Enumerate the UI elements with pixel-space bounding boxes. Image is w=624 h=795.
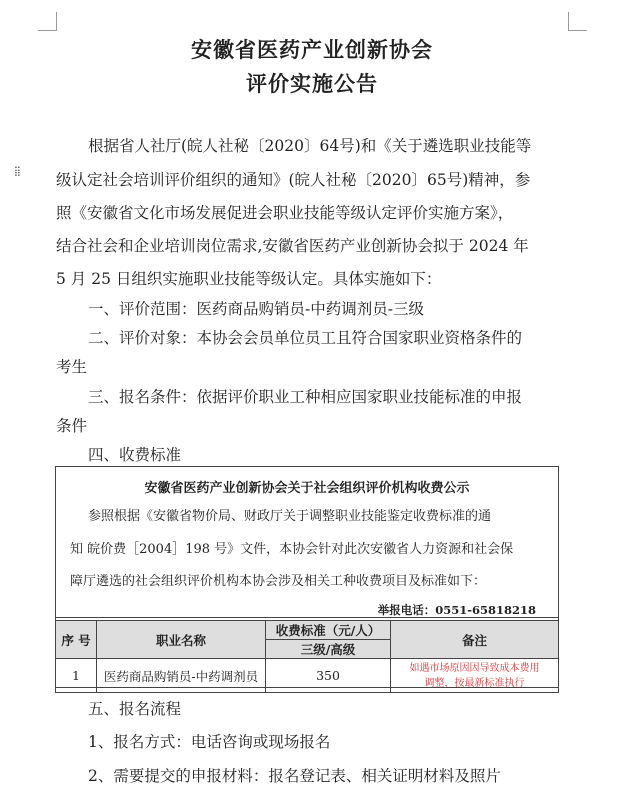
intro-line: 级认定社会培训评价组织的通知》(皖人社秘〔2020〕65号)精神，参 [56,171,531,189]
header-fee: 收费标准（元/人） [266,621,391,640]
section-scope: 一、评价范围：医药商品购销员-中药调剂员-三级 [88,300,424,318]
notice-divider [56,617,558,618]
remark-line2: 调整，按最新标准执行 [424,677,525,689]
drag-handle-icon[interactable]: ⁞⁞ [14,164,20,180]
section-registration: 五、报名流程 [88,700,182,718]
intro-line: 照《安徽省文化市场发展促进会职业技能等级认定评价实施方案》， [56,204,514,222]
intro-line: 结合社会和企业培训岗位需求,安徽省医药产业创新协会拟于 2024 年 [56,237,529,255]
notice-text-line: 参照根据《安徽省物价局、财政厅关于调整职业技能鉴定收费标准的通 [88,509,492,524]
report-phone: 举报电话：0551-65818218 [377,603,536,617]
header-remark: 备注 [391,621,559,659]
intro-line: 根据省人社厅(皖人社秘〔2020〕64号)和《关于遴选职业技能等 [88,137,532,155]
section-target-cont: 考生 [56,358,88,376]
table-row [56,659,559,693]
notice-text-line: 障厅遴选的社会组织评价机构本协会涉及相关工种收费项目及标准如下： [70,574,487,589]
remark-line1: 如遇市场原因因导致成本费用 [409,662,540,674]
header-job: 职业名称 [97,621,266,659]
row-remark [391,659,559,693]
crop-mark-top-right [568,12,587,31]
fee-table [55,620,559,693]
registration-method: 1、报名方式：电话咨询或现场报名 [88,733,331,751]
intro-line: 5 月 25 日组织实施职业技能等级认定。具体实施如下： [56,270,442,288]
row-fee: 350 [266,659,391,693]
doc-title-line2: 评价实施公告 [246,71,378,96]
notice-title: 安徽省医药产业创新协会关于社会组织评价机构收费公示 [144,481,470,496]
section-target: 二、评价对象：本协会会员单位员工且符合国家职业资格条件的 [88,329,523,347]
row-no: 1 [56,659,97,693]
registration-materials: 2、需要提交的申报材料：报名登记表、相关证明材料及照片 [88,767,501,785]
crop-mark-top-left [38,12,57,31]
section-conditions-cont: 条件 [56,417,88,435]
doc-title-line1: 安徽省医药产业创新协会 [191,37,433,62]
notice-text-line: 知 皖价费［2004］198 号》文件，本协会针对此次安徽省人力资源和社会保 [70,542,514,557]
header-level: 三级/高级 [266,640,391,659]
section-fee: 四、收费标准 [88,446,182,464]
header-no: 序 号 [56,621,97,659]
section-conditions: 三、报名条件：依据评价职业工种相应国家职业技能标准的申报 [88,388,523,406]
row-job: 医药商品购销员-中药调剂员 [97,659,266,693]
